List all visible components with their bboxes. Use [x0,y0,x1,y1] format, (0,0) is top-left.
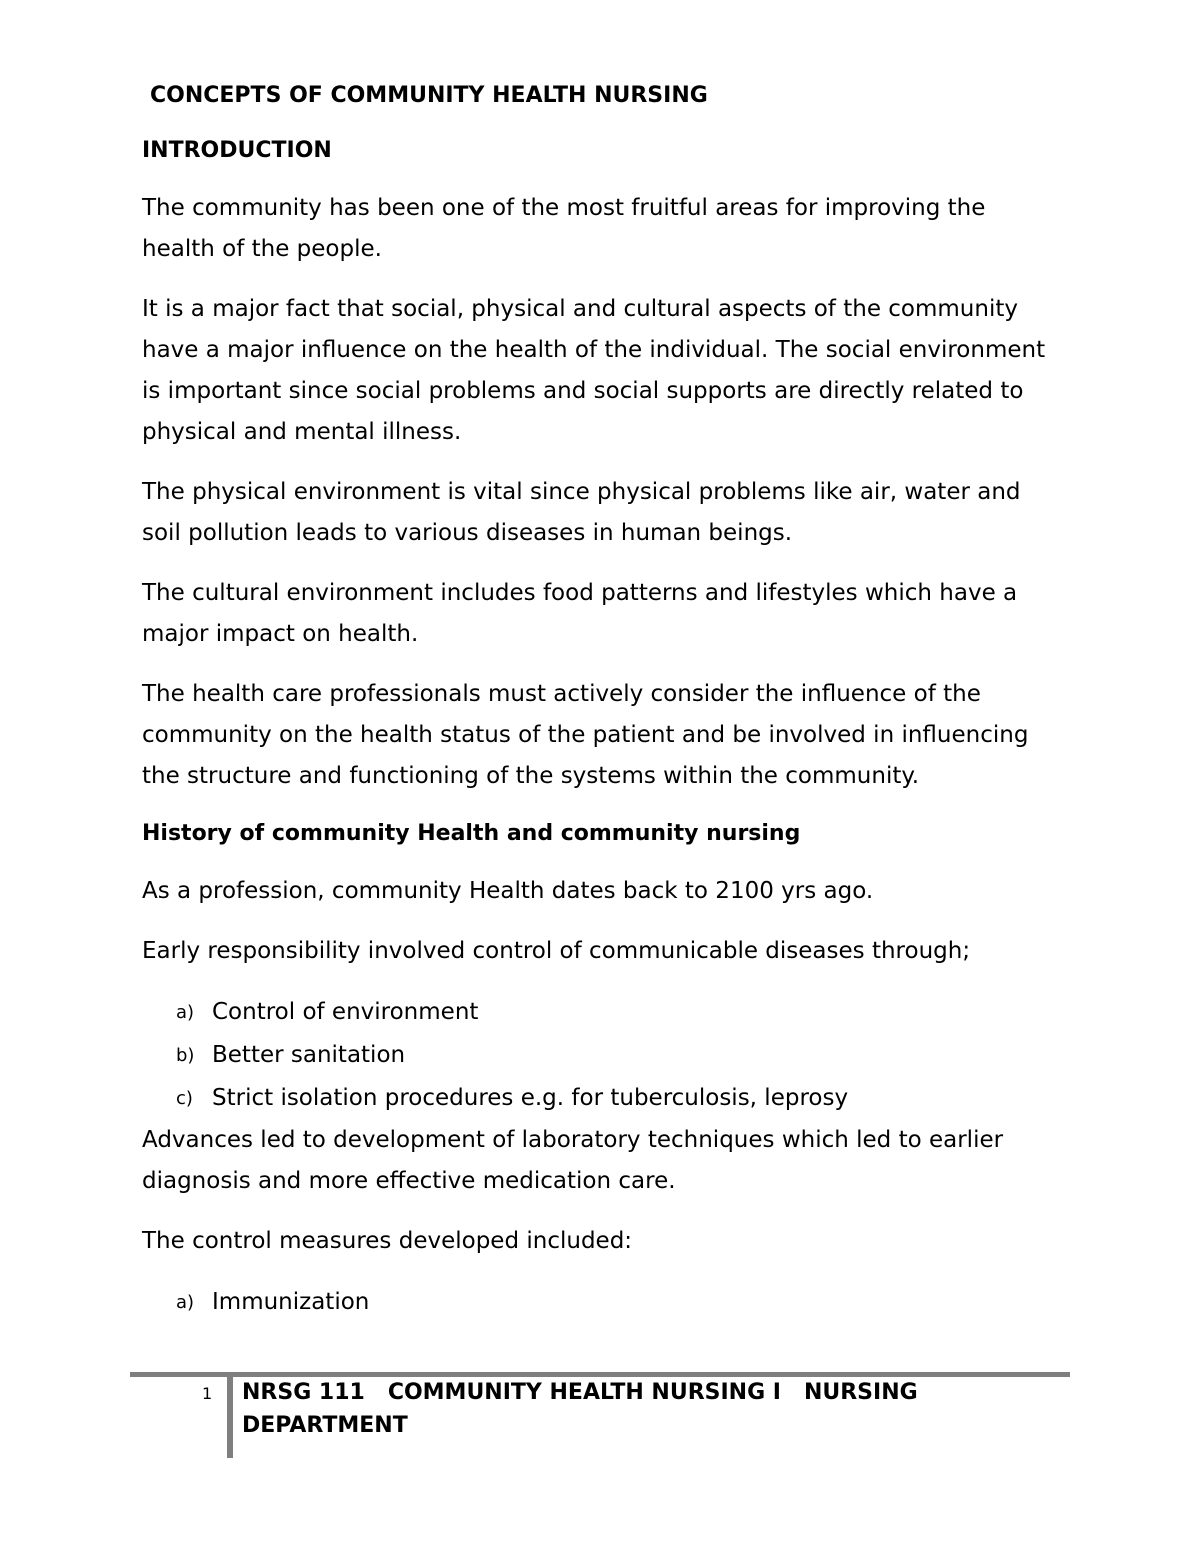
list-item [142,991,1062,1034]
history-heading: History of community Health and community nursing [142,821,801,846]
page-number: 1 [202,1384,213,1403]
advances-paragraph: Advances led to development of laboratory techniques which led to earlier diagnosis and more effective medication care. [142,1127,1004,1194]
document-body [142,78,1062,1324]
list-item-text: Control of environment [212,999,479,1025]
intro-paragraph: It is a major fact that social, physical and cultural aspects of the community have a major influence on the health of the individual. The social environment is important since social problems and social supports are directly related to physical and mental illness. [142,296,1046,445]
intro-paragraph: The physical environment is vital since physical problems like air, water and soil pollution leads to various diseases in human beings. [142,479,1021,546]
list-item [142,1077,1062,1120]
intro-paragraph: The cultural environment includes food patterns and lifestyles which have a major impact on health. [142,580,1018,647]
history-paragraph: As a profession, community Health dates back to 2100 yrs ago. [142,878,874,904]
list-item [142,1281,1062,1324]
list-item-text: Better sanitation [212,1042,406,1068]
control-measures-paragraph: The control measures developed included: [142,1228,633,1254]
footer-course-label: NRSG 111 COMMUNITY HEALTH NURSING I NURSING DEPARTMENT [242,1380,926,1438]
page-footer [130,1372,1070,1458]
footer-vertical-divider [227,1376,233,1458]
control-measures-list [142,1281,1062,1324]
list-item-text: Immunization [212,1289,370,1315]
disease-control-list [142,991,1062,1120]
intro-paragraph: The community has been one of the most fruitful areas for improving the health of the people. [142,195,986,262]
list-marker: c) [176,1088,193,1109]
history-paragraph: Early responsibility involved control of communicable diseases through; [142,938,971,964]
list-marker: b) [176,1045,195,1066]
list-marker: a) [176,1002,195,1023]
document-title: CONCEPTS OF COMMUNITY HEALTH NURSING [150,83,708,108]
intro-paragraph: The health care professionals must actively consider the influence of the community on the health status of the patient and be involved in influencing the structure and functioning of the systems within the community. [142,681,1029,789]
introduction-heading: INTRODUCTION [142,138,332,163]
list-item [142,1034,1062,1077]
list-marker: a) [176,1292,195,1313]
list-item-text: Strict isolation procedures e.g. for tuberculosis, leprosy [212,1085,849,1111]
